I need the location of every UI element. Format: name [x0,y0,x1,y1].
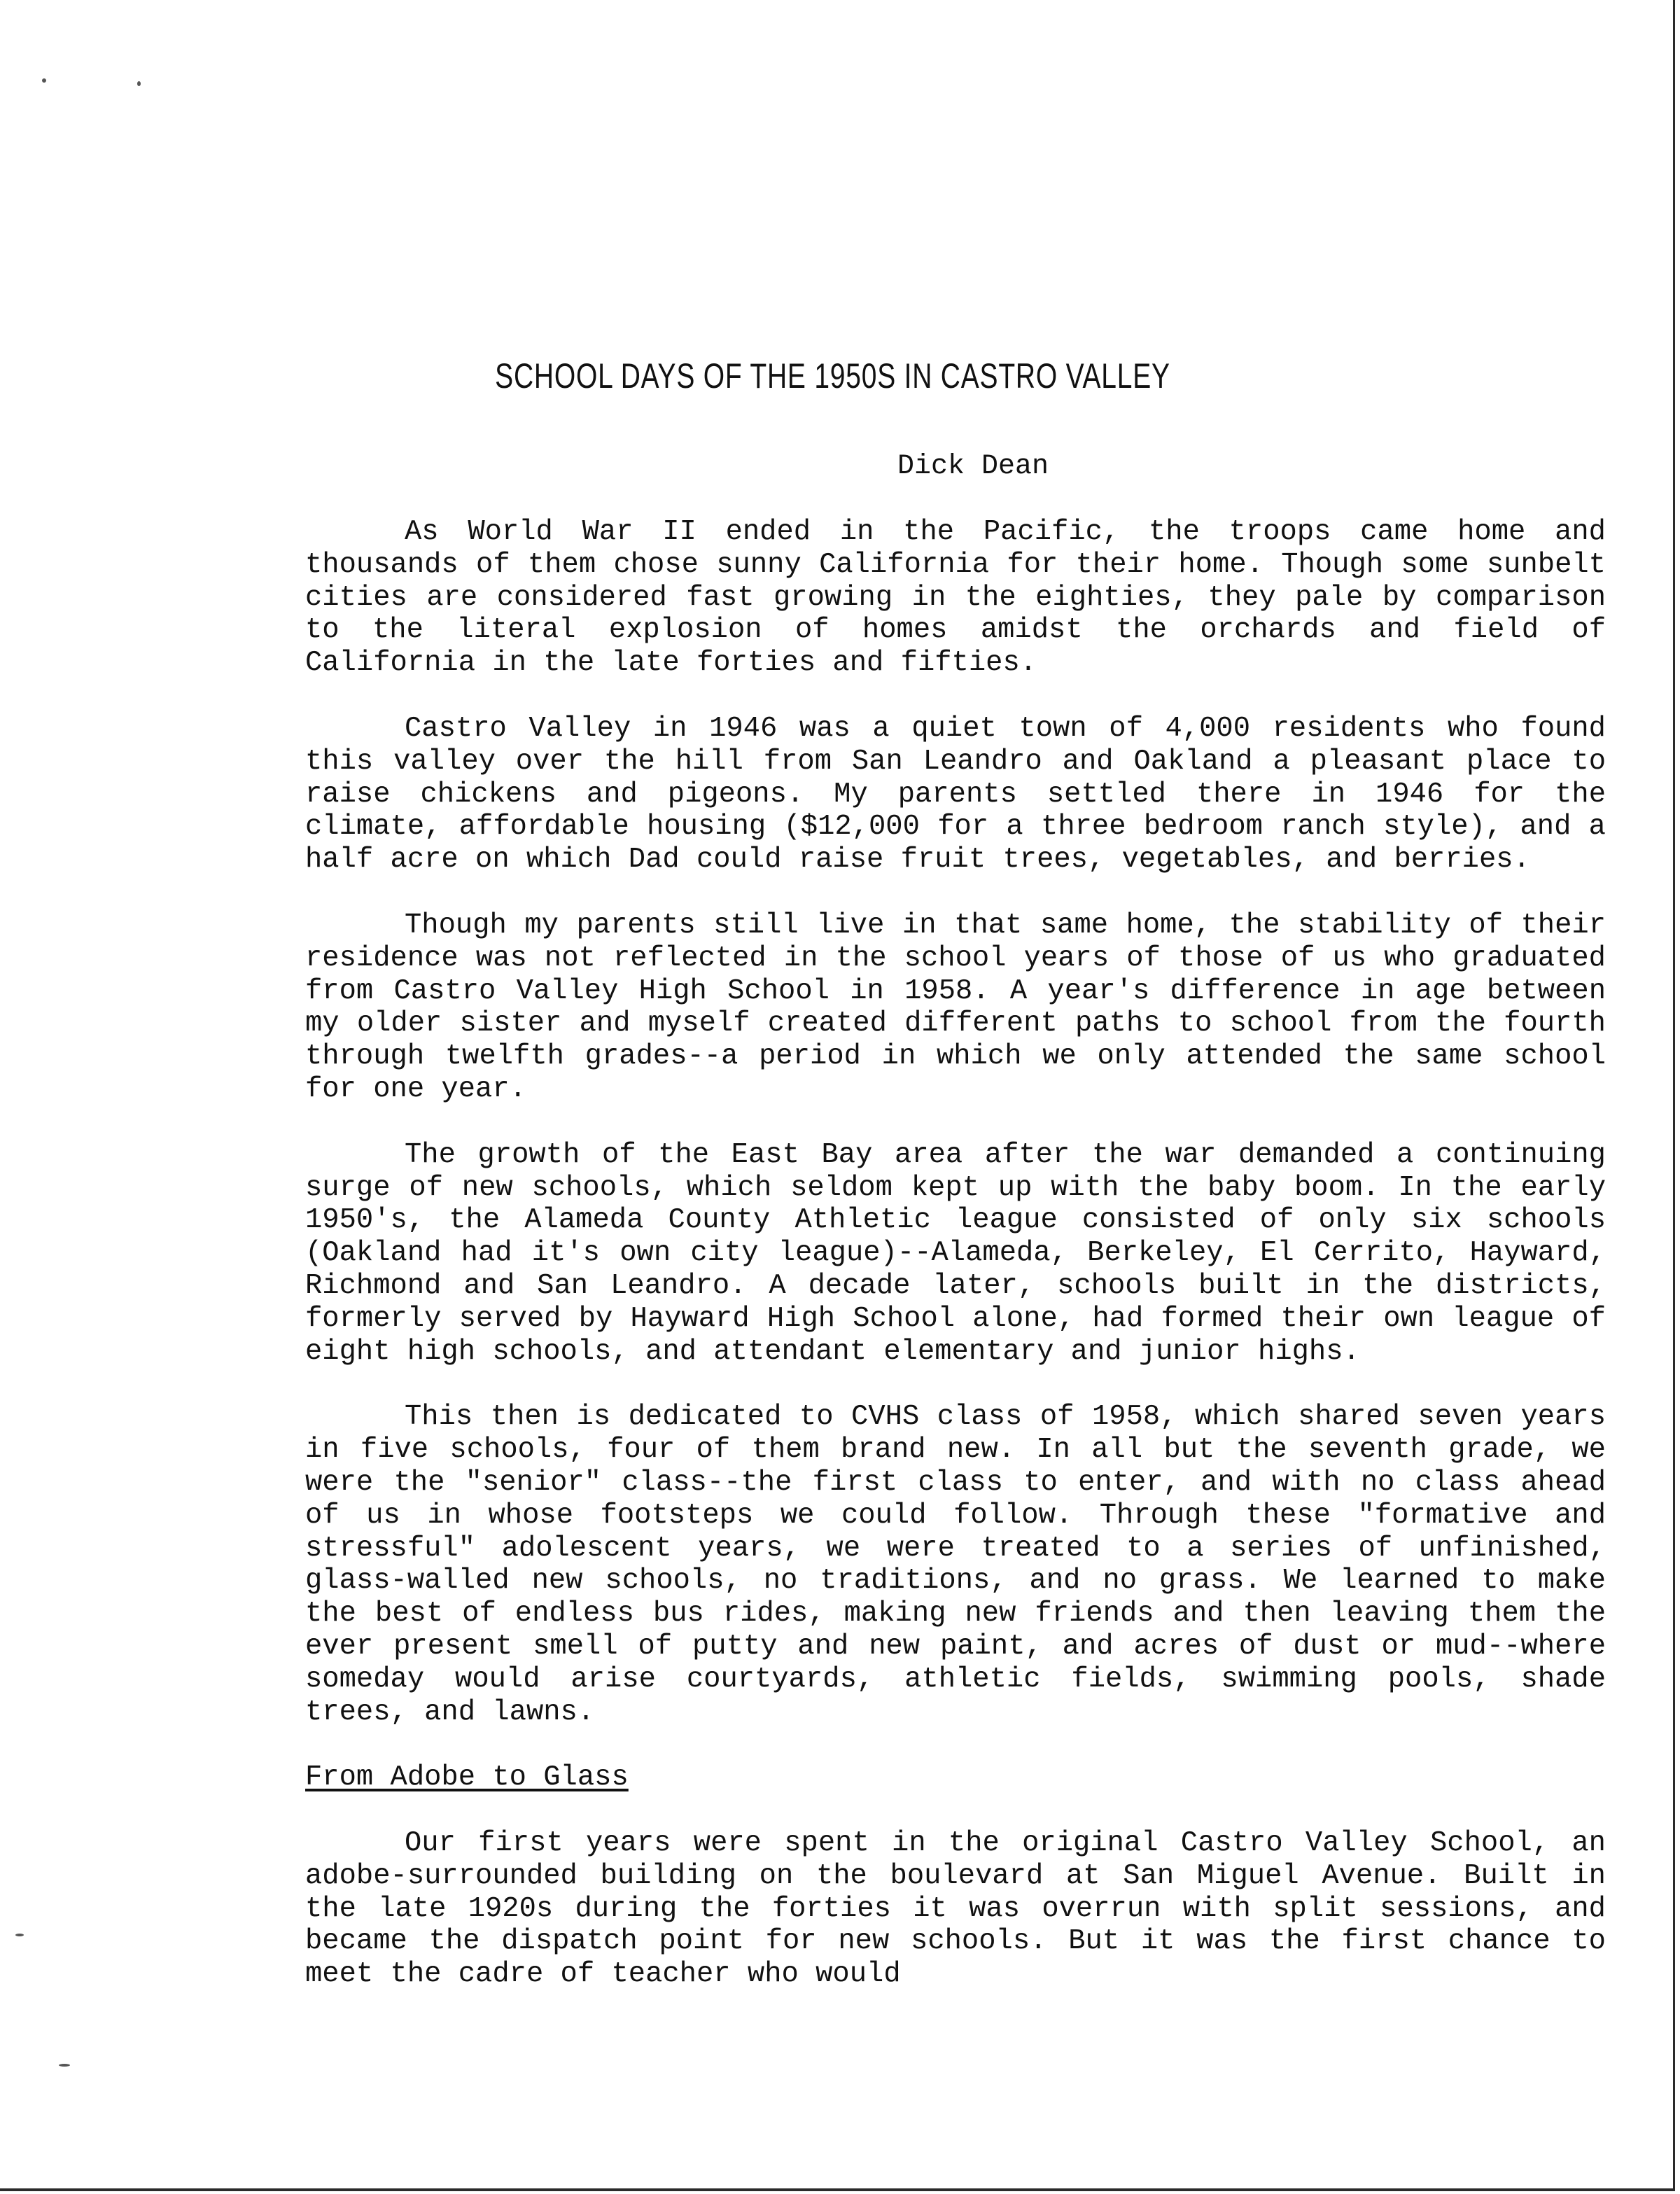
paragraph: The growth of the East Bay area after the war demanded a continuing surge of new schools, which seldom kept up with the baby boom. In the early 1950's, the Alameda County Athletic league consisted of only six schools (Oakland had it's own city league)--Alameda, Berkeley, El Cerrito, Hayward, Richmond and San Leandro. A decade later, schools built in the districts, formerly served by Hayward High School alone, had formed their own league of eight high schools, and attendant elementary and junior highs. [305,1138,1606,1368]
paragraph: As World War II ended in the Pacific, the troops came home and thousands of them chose sunny California for their home. Though some sunbelt cities are considered fast growing in the eighties, they pale by comparison to the literal explosion of homes amidst the orchards and field of California in the late forties and fifties. [305,516,1606,680]
paragraph: Castro Valley in 1946 was a quiet town of 4,000 residents who found this valley over the hill from San Leandro and Oakland a pleasant place to raise chickens and pigeons. My parents settled there in 1946 for the climate, affordable housing ($12,000 for a three bedroom ranch style), and a half acre on which Dad could raise fruit trees, vegetables, and berries. [305,712,1606,876]
document-author: Dick Dean [897,451,1049,482]
scan-speck [15,1934,24,1936]
paragraph: Our first years were spent in the original Castro Valley School, an adobe-surrounded building on the boulevard at San Miguel Avenue. Built in the late 1920s during the forties it was overrun with split sessions, and became the dispatch point for new schools. But it was the first chance to meet the cadre of teacher who would [305,1827,1606,1991]
paragraph: This then is dedicated to CVHS class of 1958, which shared seven years in five schools, four of them brand new. In all but the seventh grade, we were the "senior" class--the first class to enter, and with no class ahead of us in whose footsteps we could follow. Through these "formative and stressful" adolescent years, we were treated to a series of unfinished, glass-walled new schools, no traditions, and no grass. We learned to make the best of endless bus rides, making new friends and then leaving them the ever present smell of putty and new paint, and acres of dust or mud--where someday would arise courtyards, athletic fields, swimming pools, shade trees, and lawns. [305,1401,1606,1728]
scan-speck [42,78,46,83]
section-heading: From Adobe to Glass [305,1761,629,1794]
scan-speck [137,81,141,86]
document-title: SCHOOL DAYS OF THE 1950S IN CASTRO VALLEY [495,356,1170,396]
document-body [305,516,1606,1991]
paragraph: Though my parents still live in that same home, the stability of their residence was not reflected in the school years of those of us who graduated from Castro Valley High School in 1958. A year's difference in age between my older sister and myself created different paths to school from the fourth through twelfth grades--a period in which we only attended the same school for one year. [305,909,1606,1105]
scan-speck [59,2064,70,2067]
